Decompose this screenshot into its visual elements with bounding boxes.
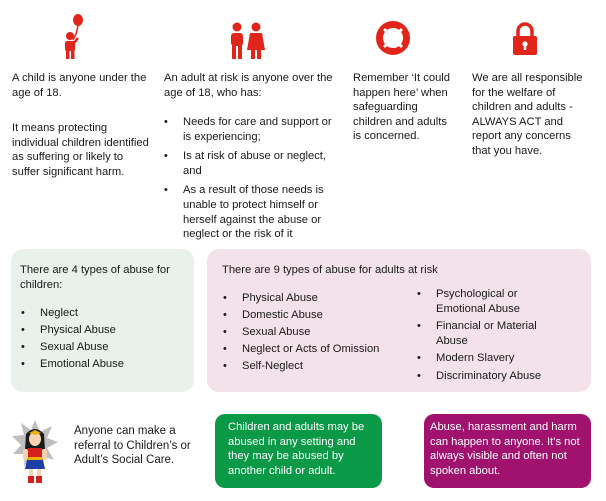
adults-abuse-list-left xyxy=(222,291,412,374)
list-item: • Self-Neglect xyxy=(223,360,303,373)
list-item: • Sexual Abuse xyxy=(223,326,311,339)
adult-at-risk-criteria xyxy=(163,115,338,242)
adults-abuse-types-card xyxy=(207,249,591,392)
life-ring-icon xyxy=(375,20,411,56)
children-abuse-list xyxy=(20,306,190,372)
list-item: • Financial or Material Abuse xyxy=(417,320,537,347)
list-item: • Psychological or Emotional Abuse xyxy=(417,288,520,315)
list-item: • Domestic Abuse xyxy=(223,309,323,322)
referral-text: Anyone can make a referral to Children’s or Adult’s Social Care. xyxy=(74,425,191,466)
adults-abuse-list-right xyxy=(416,287,566,384)
children-abuse-types-card xyxy=(11,249,194,392)
child-balloon-icon xyxy=(58,14,88,60)
superhero-icon xyxy=(12,420,58,484)
list-item: • Neglect or Acts of Omission xyxy=(223,343,380,356)
list-item: • Is at risk of abuse or neglect, and xyxy=(164,150,327,177)
adults-abuse-heading: There are 9 types of abuse for adults at risk xyxy=(222,264,438,276)
abuse-any-setting-text: Children and adults may be abused in any setting and they may be abused by another child or adult. xyxy=(228,421,365,477)
adult-at-risk-definition: An adult at risk is anyone over the age of 18, who has: xyxy=(164,72,333,99)
list-item: • Neglect xyxy=(21,307,78,319)
abuse-any-setting-box xyxy=(215,414,382,488)
responsibility-text: We are all responsible for the welfare of children and adults - ALWAYS ACT and report any concerns that you have. xyxy=(472,72,583,157)
adults-icon xyxy=(227,22,267,60)
abuse-anyone-text: Abuse, harassment and harm can happen to anyone. It’s not always visible and often not spoken about. xyxy=(430,421,580,477)
children-abuse-heading: There are 4 types of abuse for children: xyxy=(20,264,170,291)
child-definition: A child is anyone under the age of 18. xyxy=(12,72,147,99)
list-item: • Modern Slavery xyxy=(417,352,515,365)
list-item: • Physical Abuse xyxy=(21,324,116,337)
abuse-anyone-box xyxy=(424,414,591,488)
list-item: • Needs for care and support or is experiencing; xyxy=(164,116,332,143)
remember-text: Remember ‘It could happen here’ when safeguarding children and adults is concerned. xyxy=(353,72,450,143)
list-item: • Discriminatory Abuse xyxy=(417,369,542,382)
list-item: • Sexual Abuse xyxy=(21,341,109,354)
padlock-icon xyxy=(512,22,538,56)
list-item: • Emotional Abuse xyxy=(21,358,124,371)
list-item: • Physical Abuse xyxy=(223,292,318,304)
child-protection-text: It means protecting individual children identified as suffering or likely to suffer significant harm. xyxy=(12,122,149,178)
list-item: • As a result of those needs is unable to protect himself or herself against the abuse or neglect or the risk of it xyxy=(164,184,324,241)
